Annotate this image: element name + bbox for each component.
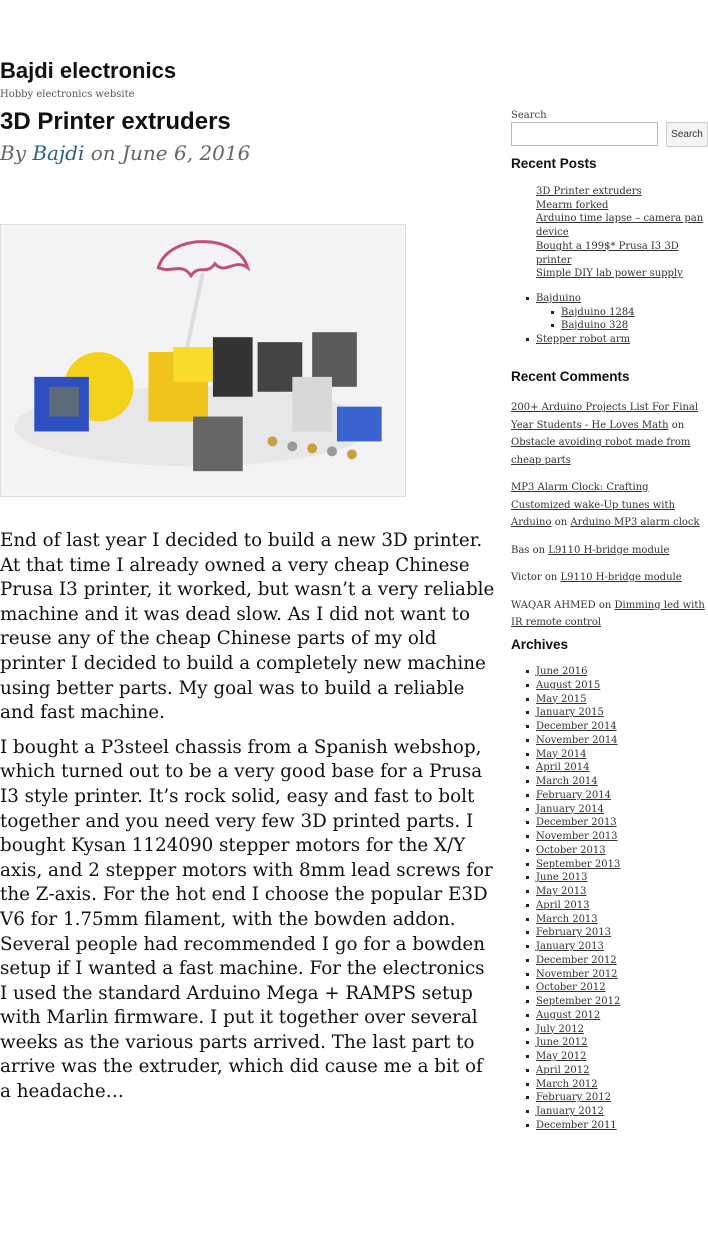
comment-author: WAQAR AHMED xyxy=(511,599,596,611)
archive-link[interactable]: June 2013 xyxy=(536,872,588,884)
post-byline xyxy=(0,141,250,165)
post-image[interactable] xyxy=(0,224,406,497)
comment-post-link[interactable]: L9110 H-bridge module xyxy=(548,544,670,556)
list-item xyxy=(511,1091,708,1105)
list-item xyxy=(511,706,708,720)
archive-link[interactable]: February 2012 xyxy=(536,1092,611,1104)
list-item xyxy=(511,665,708,679)
comment-post-link[interactable]: Arduino MP3 alarm clock xyxy=(570,517,700,528)
comment-post-link[interactable]: L9110 H-bridge module xyxy=(560,572,682,583)
post-title[interactable]: 3D Printer extruders xyxy=(0,108,231,135)
site-title[interactable]: Bajdi electronics xyxy=(0,58,177,83)
list-item xyxy=(536,306,708,320)
comment-on: on xyxy=(598,599,612,611)
comment-author-link[interactable]: 200+ Arduino Projects List For Final Year Students - He Loves Math xyxy=(511,402,699,431)
recent-post-link[interactable]: Bought a 199$* Prusa I3 3D printer xyxy=(536,240,679,266)
archive-link[interactable]: October 2012 xyxy=(536,982,606,994)
page-link-stepper-robot-arm[interactable]: Stepper robot arm xyxy=(536,334,631,346)
archive-link[interactable]: May 2012 xyxy=(536,1051,587,1062)
comment-author: Victor xyxy=(511,572,542,583)
list-item xyxy=(511,775,708,789)
archive-link[interactable]: April 2013 xyxy=(536,899,590,911)
archive-link[interactable]: August 2015 xyxy=(536,679,601,691)
list-item xyxy=(511,789,708,803)
recent-post-link[interactable]: Arduino time lapse – camera pan device xyxy=(536,213,704,239)
comment-item xyxy=(511,479,708,532)
archives-list xyxy=(511,665,708,1133)
comment-item xyxy=(511,542,708,560)
comment-on: on xyxy=(554,517,568,528)
recent-posts-title: Recent Posts xyxy=(511,156,597,171)
archive-link[interactable]: February 2013 xyxy=(536,927,611,939)
archive-link[interactable]: March 2013 xyxy=(536,913,598,925)
list-item xyxy=(511,1064,708,1078)
author-link[interactable]: Bajdi xyxy=(32,141,85,165)
list-item xyxy=(511,981,708,995)
list-item xyxy=(511,1023,708,1037)
pages-list xyxy=(511,292,708,347)
list-item xyxy=(511,333,708,347)
post-content xyxy=(0,529,495,1115)
archive-link[interactable]: September 2013 xyxy=(536,858,621,870)
archive-link[interactable]: May 2013 xyxy=(536,886,587,897)
list-item xyxy=(511,926,708,940)
comment-post-link[interactable]: Dimming led with IR remote control xyxy=(511,599,705,628)
archive-link[interactable]: October 2013 xyxy=(536,844,606,856)
archive-link[interactable]: April 2012 xyxy=(536,1064,590,1076)
recent-posts-list xyxy=(536,185,706,281)
recent-comments-list xyxy=(511,399,708,642)
comment-item xyxy=(511,597,708,632)
list-item xyxy=(511,748,708,762)
archive-link[interactable]: November 2012 xyxy=(536,968,618,980)
recent-post-link[interactable]: Mearm forked xyxy=(536,199,609,211)
archive-link[interactable]: November 2013 xyxy=(536,831,618,842)
post-date: June 6, 2016 xyxy=(122,141,251,165)
comment-author-link[interactable]: MP3 Alarm Clock: Crafting Customized wake-Up tunes with Arduino xyxy=(511,482,675,528)
list-item xyxy=(511,803,708,817)
list-item xyxy=(511,761,708,775)
list-item xyxy=(511,968,708,982)
archive-link[interactable]: December 2014 xyxy=(536,721,617,732)
site-description: Hobby electronics website xyxy=(0,89,135,100)
list-item xyxy=(511,1009,708,1023)
recent-comments-title: Recent Comments xyxy=(511,369,630,384)
archive-link[interactable]: August 2012 xyxy=(536,1009,601,1021)
list-item xyxy=(511,1119,708,1133)
archive-link[interactable]: March 2014 xyxy=(536,776,598,787)
archive-link[interactable]: December 2011 xyxy=(536,1119,617,1131)
list-item xyxy=(511,899,708,913)
archive-link[interactable]: April 2014 xyxy=(536,762,590,774)
archive-link[interactable]: June 2016 xyxy=(536,666,588,677)
list-item xyxy=(511,1050,708,1064)
archive-link[interactable]: May 2014 xyxy=(536,748,587,760)
list-item xyxy=(511,292,708,333)
list-item xyxy=(511,816,708,830)
byline-prefix: By xyxy=(0,141,26,165)
list-item xyxy=(511,679,708,693)
list-item xyxy=(511,844,708,858)
list-item xyxy=(511,913,708,927)
list-item xyxy=(511,693,708,707)
archive-link[interactable]: July 2012 xyxy=(536,1023,584,1035)
archive-link[interactable]: May 2015 xyxy=(536,693,587,705)
list-item xyxy=(511,830,708,844)
archives-title: Archives xyxy=(511,637,569,652)
archive-link[interactable]: December 2013 xyxy=(536,817,617,829)
archive-link[interactable]: January 2013 xyxy=(536,941,604,952)
archive-link[interactable]: June 2012 xyxy=(536,1037,588,1049)
comment-post-link[interactable]: Obstacle avoiding robot made from cheap parts xyxy=(511,437,691,466)
list-item xyxy=(511,720,708,734)
list-item xyxy=(511,954,708,968)
post-paragraph: I bought a P3steel chassis from a Spanish webshop, which turned out to be a very good base for a Prusa I3 style printer. It’s rock solid, easy and fast to bolt together and you need very few 3D printed parts. I bought Kysan 1124090 stepper motors for the X/Y axis, and 2 stepper motors with 8mm lead screws for the Z-axis. For the hot end I choose the popular E3D V6 for 1.75mm filament, with the bowden addon. Several people had recommended I go for a bowden setup if I wanted a fast machine. For the electronics I used the standard Arduino Mega + RAMPS setup with Marlin firmware. I put it together over several weeks as the various parts arrived. The last part to arrive was the extruder, which did cause me a bit of a headache… xyxy=(0,736,493,1103)
list-item xyxy=(511,734,708,748)
archive-link[interactable]: January 2014 xyxy=(536,803,604,815)
comment-on: on xyxy=(532,544,546,556)
archive-link[interactable]: January 2015 xyxy=(536,707,604,719)
recent-post-link[interactable]: Simple DIY lab power supply xyxy=(536,268,683,280)
page-link-bajduino[interactable]: Bajduino xyxy=(536,293,581,304)
list-item xyxy=(511,871,708,885)
list-item xyxy=(536,319,708,333)
post-paragraph: End of last year I decided to build a new 3D printer. At that time I already owned a very cheap Chinese Prusa I3 printer, it worked, but wasn’t a very reliable machine and it was dead slow. As I did not want to reuse any of the cheap Chinese parts of my old printer I decided to build a completely new machine using better parts. My goal was to build a reliable and fast machine. xyxy=(0,530,495,724)
page-link-bajduino-328[interactable]: Bajduino 328 xyxy=(561,320,629,332)
extruder-photo-illustration xyxy=(4,228,402,493)
archive-link[interactable]: March 2012 xyxy=(536,1078,598,1090)
list-item xyxy=(511,885,708,899)
comment-on: on xyxy=(544,572,558,583)
list-item xyxy=(511,1078,708,1092)
search-label: Search xyxy=(511,110,547,121)
search-button[interactable]: Search xyxy=(666,122,708,147)
list-item xyxy=(511,940,708,954)
archive-link[interactable]: December 2012 xyxy=(536,954,617,966)
comment-item xyxy=(511,399,708,469)
archive-link[interactable]: February 2014 xyxy=(536,789,611,801)
list-item xyxy=(511,858,708,872)
archive-link[interactable]: November 2014 xyxy=(536,734,618,746)
comment-item xyxy=(511,569,708,587)
comment-on: on xyxy=(671,419,685,431)
comment-author: Bas xyxy=(511,544,530,556)
recent-post-link[interactable]: 3D Printer extruders xyxy=(536,186,642,197)
search-input[interactable] xyxy=(511,122,658,146)
list-item xyxy=(511,995,708,1009)
archive-link[interactable]: January 2012 xyxy=(536,1106,604,1117)
list-item xyxy=(511,1036,708,1050)
page-link-bajduino-1284[interactable]: Bajduino 1284 xyxy=(561,306,635,318)
list-item xyxy=(511,1105,708,1119)
archive-link[interactable]: September 2012 xyxy=(536,996,621,1007)
date-prefix: on xyxy=(90,141,116,165)
